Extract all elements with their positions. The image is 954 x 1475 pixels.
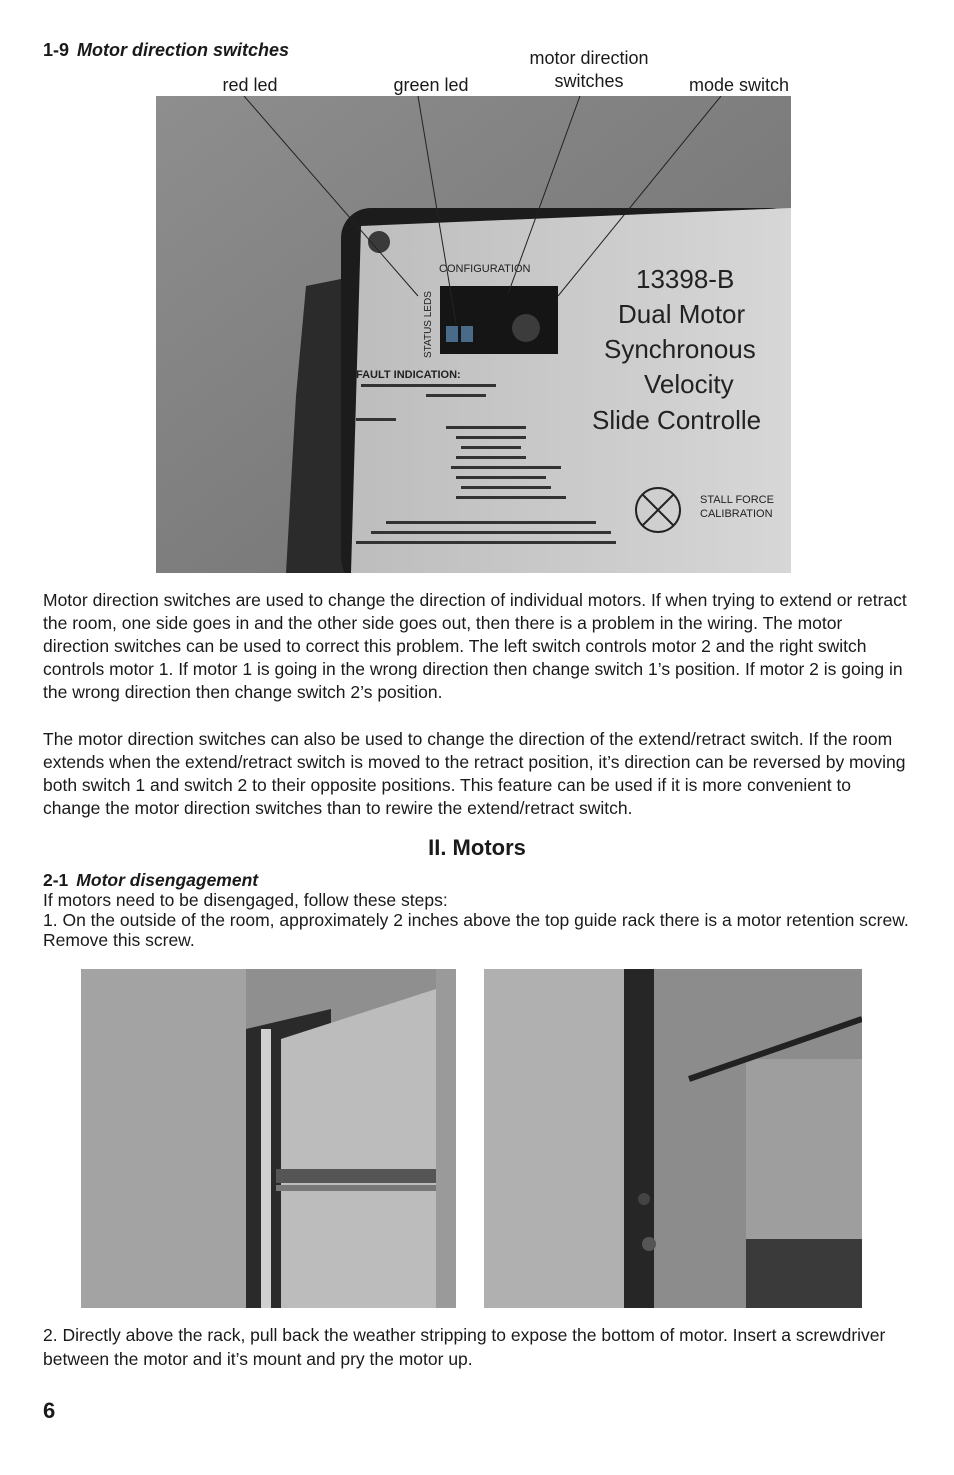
page-number: 6 <box>43 1398 56 1423</box>
room-side-photo <box>81 969 456 1308</box>
model-number: 13398-B <box>636 264 735 294</box>
section-number: 2-1 <box>43 870 69 890</box>
stall-force-label: CALIBRATION <box>700 508 773 520</box>
callout-line: switches <box>554 71 624 91</box>
paragraph: Motor direction switches are used to change the direction of individual motors. If when trying to extend or retract the room, one side goes in and the other side goes out, then there is a problem in the wiring. The motor direction switches can be used to correct this problem. The left switch controls motor 2 and the right switch controls motor 1. If motor 1 is going in the wrong direction then change switch 1’s position. If motor 2 is going in the wrong direction then change switch 2’s position. <box>43 590 907 702</box>
section-title: Motor direction switches <box>77 40 290 60</box>
status-leds-label: STATUS LEDS <box>423 291 434 358</box>
callout-mode-switch: mode switch <box>688 75 790 95</box>
intro-text: If motors need to be disengaged, follow these steps: <box>43 890 448 910</box>
section-title: Motor disengagement <box>76 870 259 890</box>
fault-indication-label: FAULT INDICATION: <box>356 369 461 381</box>
paragraph: The motor direction switches can also be used to change the direction of the extend/retract switch. If the room extends when the extend/retract switch is moved to the retract position, it’s direction can be reversed by moving both switch 1 and switch 2 to their opposite positions. This feature can be used if it is more convenient to change the motor direction switches than to rewire the extend/retract switch. <box>43 729 906 818</box>
controller-name-line: Dual Motor <box>618 299 746 329</box>
screw-removal-photo <box>484 969 862 1308</box>
callout-green-led: green led <box>393 75 469 95</box>
controller-photo <box>156 96 791 573</box>
step-text: 2. Directly above the rack, pull back the weather stripping to expose the bottom of motor. Insert a screwdriver between the motor and it’s mount and pry the motor up. <box>43 1325 886 1369</box>
configuration-label: CONFIGURATION <box>439 263 531 275</box>
stall-force-label: STALL FORCE <box>700 494 774 506</box>
controller-name-line: Synchronous <box>604 334 756 364</box>
callout-motor-direction-switches <box>509 47 669 93</box>
step-text: 1. On the outside of the room, approximately 2 inches above the top guide rack there is a motor retention screw. Remove this screw. <box>43 910 909 950</box>
controller-name-line: Velocity <box>644 369 734 399</box>
controller-name-line: Slide Controlle <box>592 405 762 435</box>
section-number: 1-9 <box>43 40 70 60</box>
section-heading <box>43 40 289 61</box>
callout-red-led: red led <box>222 75 278 95</box>
chapter-title: II. Motors <box>428 835 526 860</box>
callout-line: motor direction <box>529 48 649 68</box>
section-heading <box>43 870 258 891</box>
